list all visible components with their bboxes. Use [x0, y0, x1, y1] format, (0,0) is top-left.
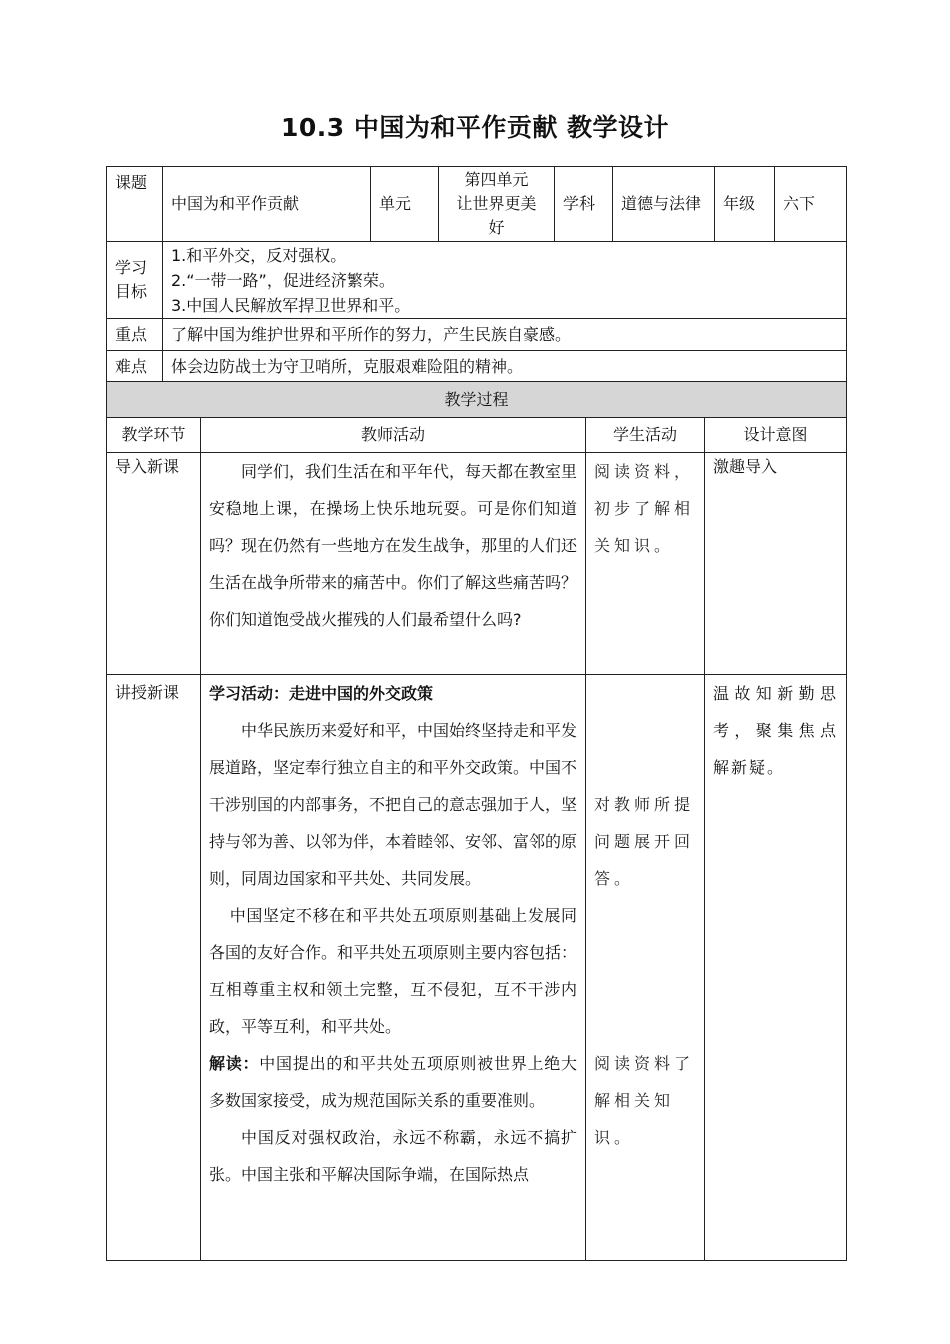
- unit-value-line: 第四单元: [464, 170, 529, 189]
- column-header: 设计意图: [705, 418, 847, 453]
- page-title: 10.3 中国为和平作贡献 教学设计: [280, 113, 670, 142]
- goal-item: 3.中国人民解放军捍卫世界和平。: [171, 296, 411, 315]
- goal-item: 1.和平外交，反对强权。: [171, 246, 347, 265]
- reading-text: 中国提出的和平共处五项原则被世界上绝大多数国家接受，成为规范国际关系的重要准则。: [209, 1054, 577, 1110]
- info-table: [106, 166, 847, 383]
- unit-value: [439, 167, 555, 242]
- topic-value: 中国为和平作贡献: [163, 167, 371, 242]
- grade-value: 六下: [775, 167, 847, 242]
- lecture-paragraph: 中国坚定不移在和平共处五项原则基础上发展同各国的友好合作。和平共处五项原则主要内容包括：互相尊重主权和领土完整，互不侵犯，互不干涉内政，平等互利，和平共处。: [209, 906, 578, 1036]
- lecture-student-cell: [586, 675, 705, 1261]
- grade-label: 年级: [715, 167, 775, 242]
- goals-label-line: 学习: [115, 258, 148, 277]
- lecture-paragraph: 中华民族历来爱好和平，中国始终坚持走和平发展道路，坚定奉行独立自主的和平外交政策。中国不干涉别国的内部事务，不把自己的意志强加于人，坚持与邻为善、以邻为伴，本着睦邻、安邻、富邻的原则，同周边国家和平共处、共同发展。: [209, 721, 578, 888]
- lecture-paragraph: 中国反对强权政治，永远不称霸，永远不搞扩张。中国主张和平解决国际争端，在国际热点: [209, 1128, 577, 1184]
- section-header: 教学过程: [107, 382, 847, 418]
- activity-title: 学习活动：走进中国的外交政策: [209, 684, 434, 703]
- lecture-design: 温故知新勤思考，聚集焦点解新疑。: [713, 684, 839, 777]
- intro-student-text: 阅读资料，初步了解相关知识。: [594, 462, 695, 555]
- difficulty-label: 难点: [107, 351, 163, 383]
- key-label: 重点: [107, 319, 163, 351]
- intro-teacher-text: 同学们，我们生活在和平年代，每天都在教室里安稳地上课，在操场上快乐地玩耍。可是你们知道吗？现在仍然有一些地方在发生战争，那里的人们还生活在战争所带来的痛苦中。你们了解这些痛苦吗？你们知道饱受战火摧残的人们最希望什么吗?: [209, 462, 578, 629]
- key-value: 了解中国为维护世界和平所作的努力，产生民族自豪感。: [163, 319, 847, 351]
- column-header: 教学环节: [107, 418, 201, 453]
- goals-label-line: 目标: [115, 282, 148, 301]
- goal-item: 2.“一带一路”，促进经济繁荣。: [171, 271, 395, 290]
- intro-student-cell: [586, 453, 705, 675]
- process-table: [106, 381, 847, 1261]
- difficulty-value: 体会边防战士为守卫哨所，克服艰难险阻的精神。: [163, 351, 847, 383]
- unit-value-line: 好: [488, 218, 505, 237]
- goals-list: [163, 242, 847, 319]
- lecture-design-cell: [705, 675, 847, 1261]
- column-header: 教师活动: [201, 418, 586, 453]
- unit-label: 单元: [371, 167, 439, 242]
- subject-label: 学科: [555, 167, 613, 242]
- lecture-student-text: 对教师所提问题展开回答。: [594, 795, 695, 888]
- reading-paragraph: [209, 1045, 577, 1119]
- intro-teacher-cell: [201, 453, 586, 675]
- stage-lecture: 讲授新课: [107, 675, 201, 1261]
- subject-value: 道德与法律: [613, 167, 715, 242]
- reading-label: 解读：: [209, 1054, 260, 1073]
- topic-label: 课题: [107, 167, 163, 242]
- lecture-student-text: 阅读资料了解相关知识。: [594, 1054, 695, 1147]
- stage-intro: 导入新课: [107, 453, 201, 675]
- column-header: 学生活动: [586, 418, 705, 453]
- intro-design: 激趣导入: [705, 453, 847, 675]
- lecture-teacher-cell: [201, 675, 586, 1261]
- goals-label: [107, 242, 163, 319]
- unit-value-line: 让世界更美: [456, 194, 537, 213]
